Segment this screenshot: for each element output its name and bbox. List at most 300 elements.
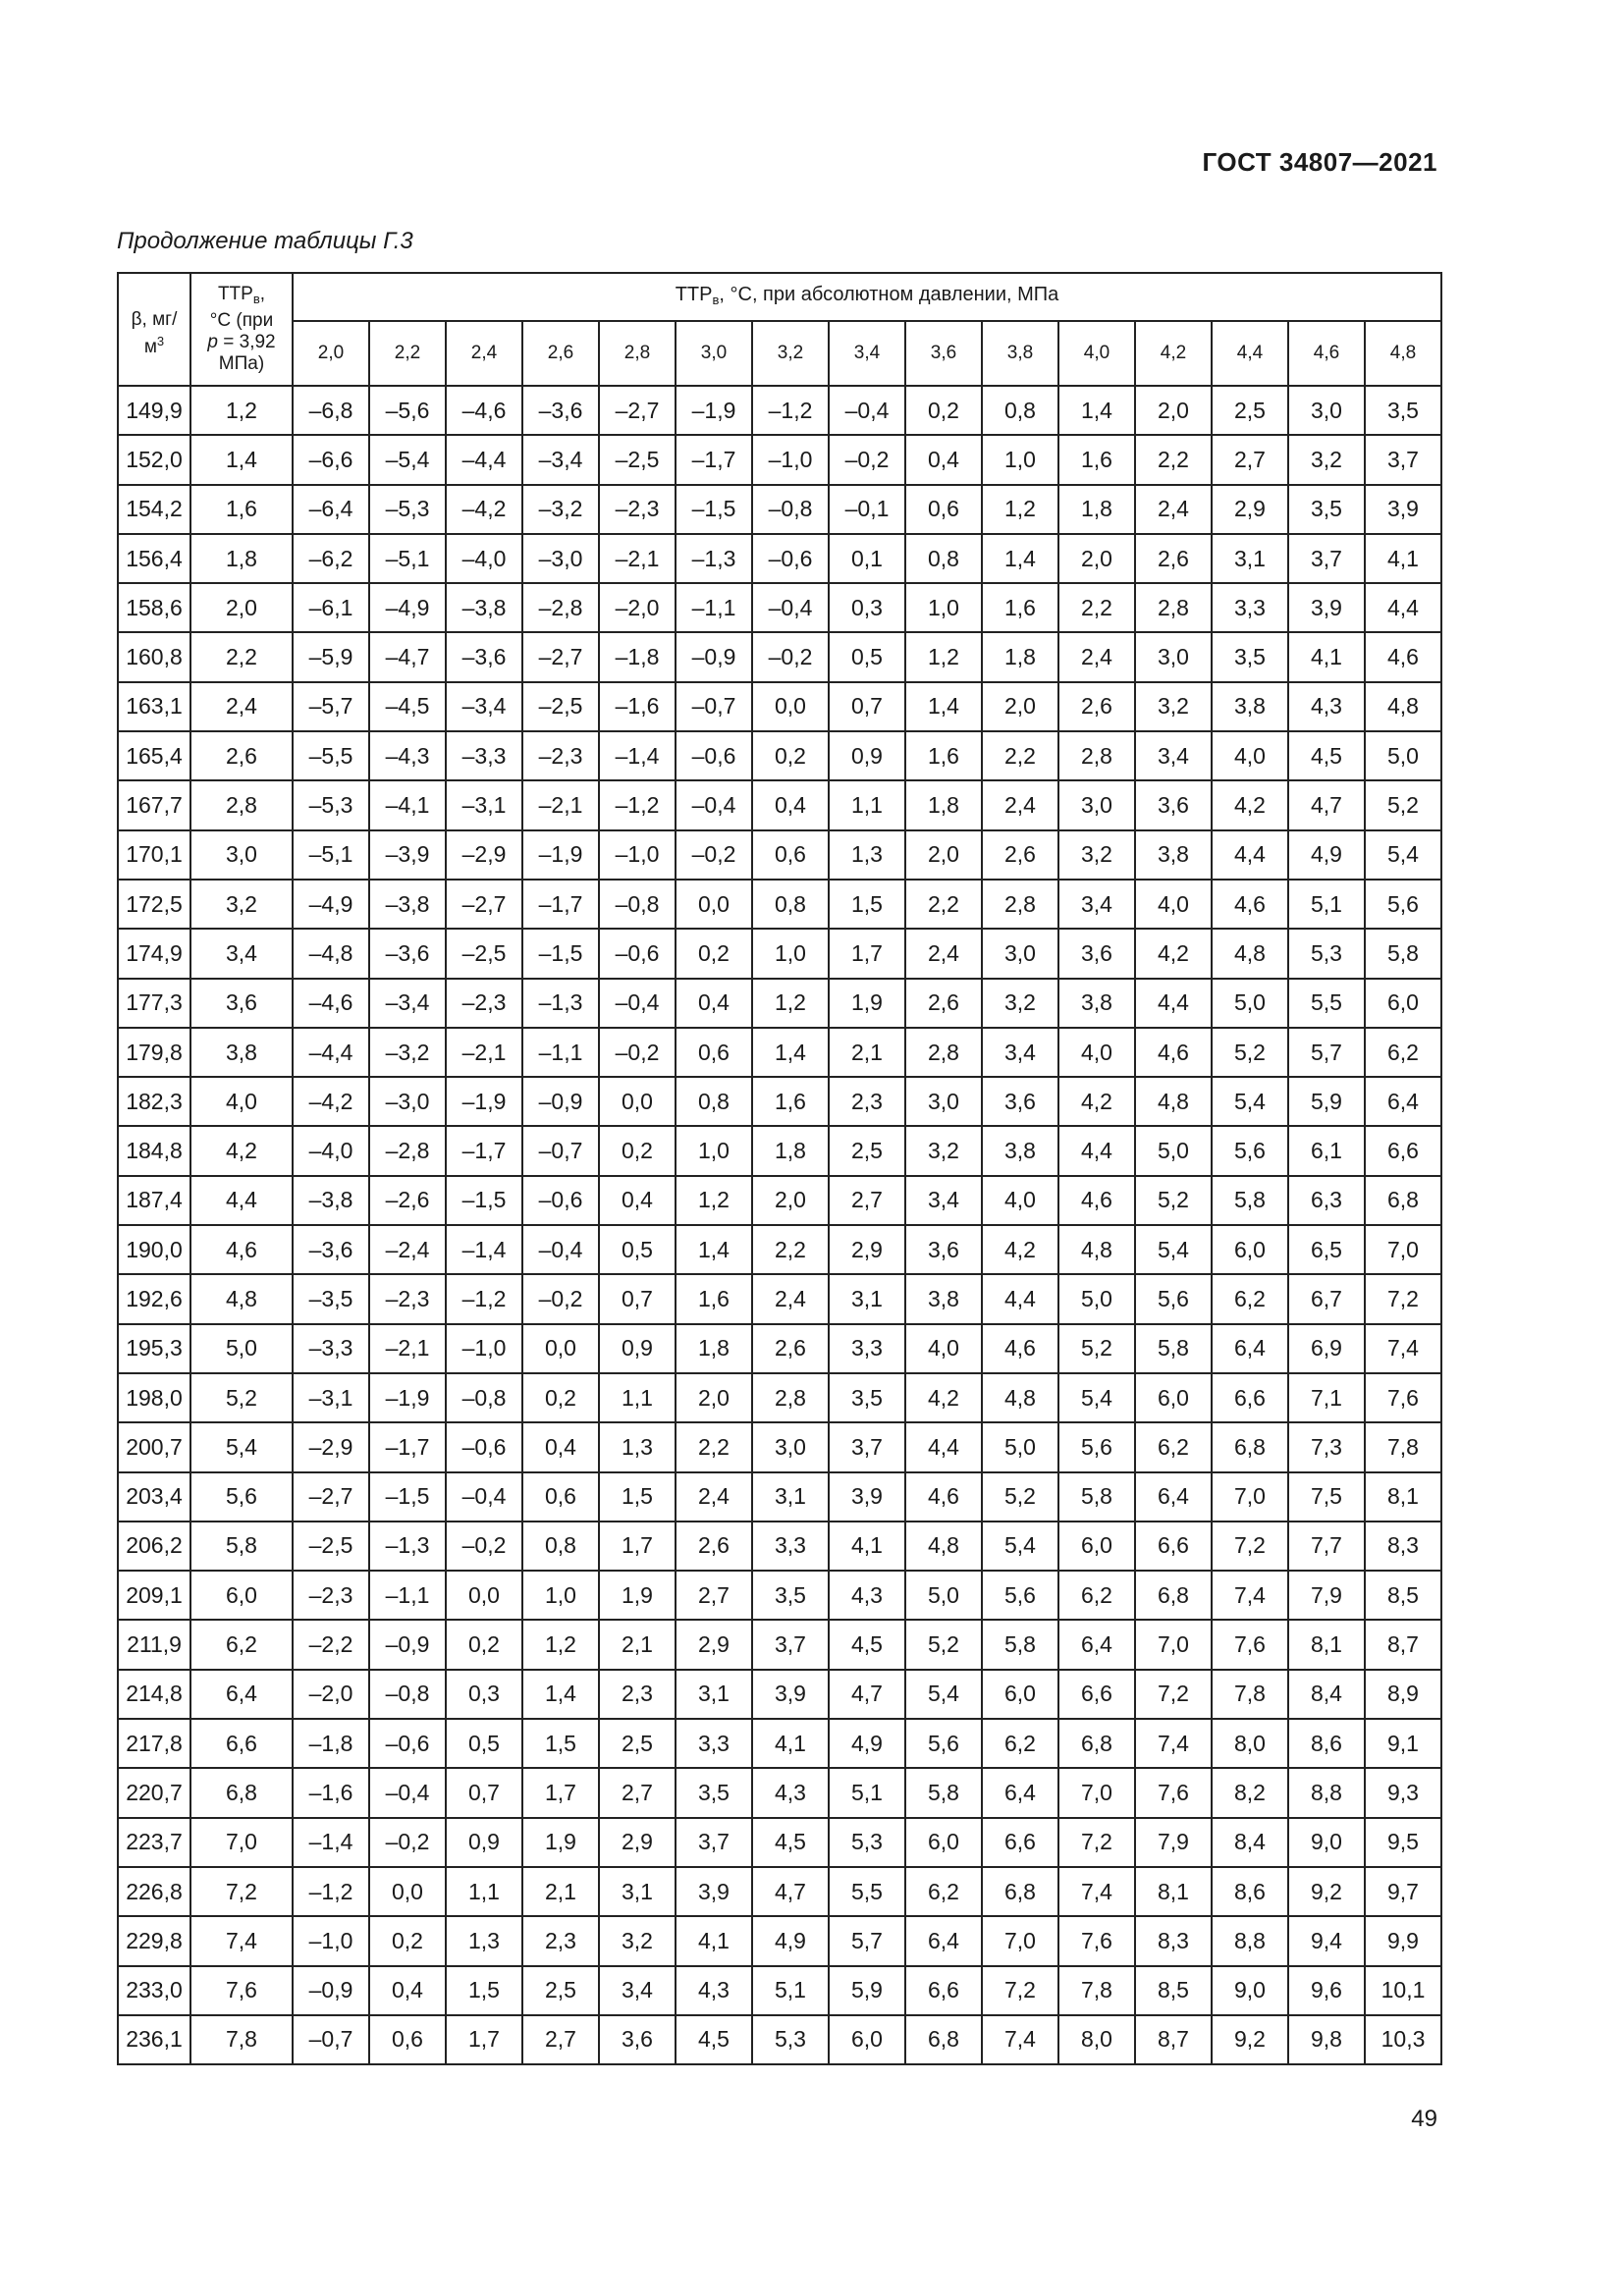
header-pressure: 2,6	[522, 321, 599, 386]
table-cell: 3,6	[1135, 780, 1212, 829]
table-cell: –0,7	[676, 682, 752, 731]
table-cell: –3,4	[446, 682, 522, 731]
header-ttr-392-l4: МПа)	[218, 353, 265, 374]
table-cell: –2,5	[293, 1522, 369, 1571]
table-cell: 7,1	[1288, 1373, 1365, 1422]
table-cell: –3,0	[369, 1077, 446, 1126]
table-cell: 1,9	[599, 1571, 676, 1620]
table-cell: 2,4	[1135, 485, 1212, 534]
cell-beta: 152,0	[118, 435, 190, 484]
table-cell: 7,4	[1135, 1719, 1212, 1768]
table-cell: –3,8	[369, 880, 446, 929]
table-cell: 4,6	[1135, 1028, 1212, 1077]
table-cell: –4,4	[293, 1028, 369, 1077]
table-cell: –1,4	[446, 1225, 522, 1274]
table-cell: –0,4	[369, 1768, 446, 1817]
table-cell: –0,4	[599, 979, 676, 1028]
table-cell: –4,6	[446, 386, 522, 435]
table-cell: 3,9	[829, 1472, 905, 1522]
table-cell: 0,9	[599, 1324, 676, 1373]
table-cell: 5,3	[752, 2015, 829, 2064]
cell-ttr-392: 4,4	[190, 1176, 293, 1225]
table-row	[118, 1422, 1441, 1471]
table-cell: –0,4	[522, 1225, 599, 1274]
table-cell: –0,7	[293, 2015, 369, 2064]
table-cell: –2,7	[293, 1472, 369, 1522]
table-header	[118, 273, 1441, 386]
table-cell: 3,2	[982, 979, 1058, 1028]
table-cell: 3,8	[1135, 830, 1212, 880]
table-cell: 3,0	[1135, 632, 1212, 681]
table-cell: –2,7	[446, 880, 522, 929]
table-cell: 0,4	[522, 1422, 599, 1471]
table-cell: 0,6	[752, 830, 829, 880]
table-cell: –6,6	[293, 435, 369, 484]
table-cell: 6,6	[1058, 1670, 1135, 1719]
table-cell: 5,8	[1135, 1324, 1212, 1373]
table-cell: 2,6	[1135, 534, 1212, 583]
table-cell: 9,2	[1212, 2015, 1288, 2064]
table-cell: 2,0	[1135, 386, 1212, 435]
table-row	[118, 1916, 1441, 1965]
table-cell: 7,0	[1058, 1768, 1135, 1817]
table-cell: –3,5	[293, 1274, 369, 1323]
table-cell: 2,0	[982, 682, 1058, 731]
table-cell: 6,6	[1135, 1522, 1212, 1571]
header-ttr-392-p: p	[207, 332, 218, 352]
table-cell: 10,3	[1365, 2015, 1441, 2064]
cell-beta: 195,3	[118, 1324, 190, 1373]
table-cell: –5,5	[293, 731, 369, 780]
cell-ttr-392: 6,4	[190, 1670, 293, 1719]
table-cell: 5,8	[982, 1620, 1058, 1669]
table-cell: –3,1	[293, 1373, 369, 1422]
cell-beta: 163,1	[118, 682, 190, 731]
table-row	[118, 1077, 1441, 1126]
table-cell: 8,1	[1135, 1867, 1212, 1916]
table-cell: 5,6	[982, 1571, 1058, 1620]
table-cell: 0,6	[369, 2015, 446, 2064]
table-cell: 9,7	[1365, 1867, 1441, 1916]
table-cell: –2,9	[293, 1422, 369, 1471]
table-cell: –4,2	[446, 485, 522, 534]
table-cell: 7,9	[1135, 1818, 1212, 1867]
table-cell: 0,2	[522, 1373, 599, 1422]
table-cell: 1,4	[752, 1028, 829, 1077]
table-cell: 6,2	[982, 1719, 1058, 1768]
header-row-main	[118, 273, 1441, 321]
cell-ttr-392: 2,8	[190, 780, 293, 829]
header-pressure: 4,6	[1288, 321, 1365, 386]
header-beta-sup: 3	[156, 334, 165, 348]
table-cell: –2,1	[599, 534, 676, 583]
table-cell: 8,8	[1288, 1768, 1365, 1817]
table-cell: 7,2	[1212, 1522, 1288, 1571]
table-cell: 2,9	[829, 1225, 905, 1274]
header-beta	[118, 273, 190, 386]
table-cell: –1,2	[446, 1274, 522, 1323]
table-cell: 2,5	[829, 1126, 905, 1175]
table-cell: –1,9	[446, 1077, 522, 1126]
table-cell: –1,2	[599, 780, 676, 829]
cell-beta: 214,8	[118, 1670, 190, 1719]
document-code: ГОСТ 34807—2021	[1202, 147, 1437, 177]
cell-beta: 236,1	[118, 2015, 190, 2064]
table-container	[117, 272, 1441, 2065]
table-cell: –4,1	[369, 780, 446, 829]
table-cell: 0,2	[905, 386, 982, 435]
table-row	[118, 1719, 1441, 1768]
table-cell: –3,2	[522, 485, 599, 534]
table-cell: –2,1	[522, 780, 599, 829]
table-cell: 3,7	[1365, 435, 1441, 484]
table-cell: 2,7	[1212, 435, 1288, 484]
table-cell: 4,0	[1058, 1028, 1135, 1077]
cell-beta: 154,2	[118, 485, 190, 534]
table-cell: 0,9	[446, 1818, 522, 1867]
table-cell: 1,2	[752, 979, 829, 1028]
table-row	[118, 1867, 1441, 1916]
table-cell: –3,9	[369, 830, 446, 880]
table-cell: 6,4	[1212, 1324, 1288, 1373]
table-cell: 6,9	[1288, 1324, 1365, 1373]
table-cell: –2,7	[522, 632, 599, 681]
table-cell: –0,4	[752, 583, 829, 632]
table-cell: 3,8	[982, 1126, 1058, 1175]
table-cell: 3,2	[1135, 682, 1212, 731]
table-cell: 3,1	[599, 1867, 676, 1916]
table-cell: 0,8	[905, 534, 982, 583]
table-cell: –2,8	[369, 1126, 446, 1175]
table-cell: 1,3	[829, 830, 905, 880]
cell-beta: 206,2	[118, 1522, 190, 1571]
table-cell: 10,1	[1365, 1966, 1441, 2015]
table-cell: 0,7	[446, 1768, 522, 1817]
table-cell: –0,2	[369, 1818, 446, 1867]
table-cell: –4,4	[446, 435, 522, 484]
table-cell: 2,7	[829, 1176, 905, 1225]
table-cell: 0,4	[905, 435, 982, 484]
table-row	[118, 880, 1441, 929]
table-cell: 8,3	[1135, 1916, 1212, 1965]
table-cell: 4,3	[676, 1966, 752, 2015]
table-cell: 5,4	[1212, 1077, 1288, 1126]
table-cell: 4,1	[829, 1522, 905, 1571]
table-cell: 0,2	[369, 1916, 446, 1965]
table-cell: –1,3	[676, 534, 752, 583]
table-cell: –1,1	[522, 1028, 599, 1077]
cell-ttr-392: 5,0	[190, 1324, 293, 1373]
table-cell: 1,0	[522, 1571, 599, 1620]
table-cell: 4,9	[829, 1719, 905, 1768]
table-cell: –2,9	[446, 830, 522, 880]
cell-ttr-392: 1,2	[190, 386, 293, 435]
cell-ttr-392: 3,6	[190, 979, 293, 1028]
table-cell: 7,4	[1212, 1571, 1288, 1620]
table-cell: –2,0	[293, 1670, 369, 1719]
table-cell: 6,4	[1365, 1077, 1441, 1126]
table-cell: 7,0	[1212, 1472, 1288, 1522]
table-cell: 2,6	[1058, 682, 1135, 731]
header-ttr-392-l1-end: ,	[259, 284, 266, 304]
table-cell: 6,0	[982, 1670, 1058, 1719]
table-cell: –1,7	[676, 435, 752, 484]
cell-ttr-392: 6,0	[190, 1571, 293, 1620]
table-cell: 2,4	[752, 1274, 829, 1323]
cell-beta: 179,8	[118, 1028, 190, 1077]
table-cell: 5,6	[905, 1719, 982, 1768]
table-cell: 1,0	[905, 583, 982, 632]
cell-beta: 172,5	[118, 880, 190, 929]
table-cell: 1,9	[522, 1818, 599, 1867]
table-cell: 6,6	[905, 1966, 982, 2015]
table-cell: 5,4	[1058, 1373, 1135, 1422]
table-cell: 8,1	[1365, 1472, 1441, 1522]
table-cell: 9,1	[1365, 1719, 1441, 1768]
table-cell: 8,1	[1288, 1620, 1365, 1669]
table-cell: 1,1	[829, 780, 905, 829]
table-cell: 6,0	[1058, 1522, 1135, 1571]
table-cell: 5,3	[1288, 929, 1365, 978]
cell-ttr-392: 7,8	[190, 2015, 293, 2064]
table-cell: 0,7	[829, 682, 905, 731]
table-cell: 1,1	[446, 1867, 522, 1916]
table-cell: 0,0	[752, 682, 829, 731]
table-cell: 0,4	[752, 780, 829, 829]
table-cell: 1,7	[446, 2015, 522, 2064]
table-caption: Продолжение таблицы Г.3	[117, 228, 413, 254]
table-cell: 8,7	[1135, 2015, 1212, 2064]
table-cell: 2,7	[522, 2015, 599, 2064]
cell-ttr-392: 7,4	[190, 1916, 293, 1965]
cell-ttr-392: 4,2	[190, 1126, 293, 1175]
cell-ttr-392: 4,6	[190, 1225, 293, 1274]
table-cell: 6,5	[1288, 1225, 1365, 1274]
table-cell: 6,8	[982, 1867, 1058, 1916]
table-row	[118, 1522, 1441, 1571]
table-cell: 6,3	[1288, 1176, 1365, 1225]
table-cell: 7,6	[1135, 1768, 1212, 1817]
header-beta-unit: м	[143, 337, 157, 357]
table-cell: 1,1	[599, 1373, 676, 1422]
table-cell: 7,5	[1288, 1472, 1365, 1522]
table-cell: 6,4	[982, 1768, 1058, 1817]
table-cell: 4,0	[982, 1176, 1058, 1225]
table-cell: 5,6	[1212, 1126, 1288, 1175]
table-cell: 3,2	[1288, 435, 1365, 484]
table-cell: 4,3	[829, 1571, 905, 1620]
cell-ttr-392: 3,8	[190, 1028, 293, 1077]
table-cell: 4,6	[1212, 880, 1288, 929]
table-cell: 3,1	[676, 1670, 752, 1719]
table-cell: 5,2	[1135, 1176, 1212, 1225]
table-cell: 4,4	[905, 1422, 982, 1471]
table-cell: 0,0	[676, 880, 752, 929]
table-cell: 0,2	[752, 731, 829, 780]
table-cell: –1,4	[293, 1818, 369, 1867]
table-cell: 4,8	[1365, 682, 1441, 731]
table-cell: 6,4	[1135, 1472, 1212, 1522]
table-cell: –2,5	[599, 435, 676, 484]
header-ttr-392	[190, 273, 293, 386]
table-row	[118, 979, 1441, 1028]
table-cell: 3,2	[1058, 830, 1135, 880]
cell-ttr-392: 3,2	[190, 880, 293, 929]
table-cell: 2,6	[982, 830, 1058, 880]
table-cell: 2,8	[1135, 583, 1212, 632]
table-cell: 5,2	[1058, 1324, 1135, 1373]
table-cell: 5,2	[1212, 1028, 1288, 1077]
cell-beta: 170,1	[118, 830, 190, 880]
table-cell: 3,5	[1365, 386, 1441, 435]
table-cell: 1,2	[905, 632, 982, 681]
table-cell: 5,4	[905, 1670, 982, 1719]
table-cell: 1,8	[1058, 485, 1135, 534]
table-cell: 8,4	[1212, 1818, 1288, 1867]
table-cell: 8,6	[1288, 1719, 1365, 1768]
table-row	[118, 1176, 1441, 1225]
table-cell: 5,2	[1365, 780, 1441, 829]
table-row	[118, 534, 1441, 583]
table-cell: 1,6	[676, 1274, 752, 1323]
table-cell: 0,5	[829, 632, 905, 681]
table-cell: 6,6	[1365, 1126, 1441, 1175]
table-cell: 2,0	[1058, 534, 1135, 583]
table-cell: 3,1	[752, 1472, 829, 1522]
table-cell: 0,8	[752, 880, 829, 929]
header-pressure: 3,6	[905, 321, 982, 386]
table-cell: 1,3	[599, 1422, 676, 1471]
table-cell: –3,6	[522, 386, 599, 435]
table-cell: 6,8	[1365, 1176, 1441, 1225]
table-cell: 5,5	[1288, 979, 1365, 1028]
table-cell: 0,8	[522, 1522, 599, 1571]
table-cell: –0,6	[599, 929, 676, 978]
table-cell: 0,5	[599, 1225, 676, 1274]
table-cell: 1,6	[905, 731, 982, 780]
header-pressure: 3,0	[676, 321, 752, 386]
cell-ttr-392: 7,6	[190, 1966, 293, 2015]
cell-ttr-392: 3,4	[190, 929, 293, 978]
cell-ttr-392: 7,2	[190, 1867, 293, 1916]
table-cell: –0,2	[522, 1274, 599, 1323]
table-row	[118, 1620, 1441, 1669]
table-cell: –3,3	[293, 1324, 369, 1373]
cell-beta: 229,8	[118, 1916, 190, 1965]
table-cell: 2,4	[1058, 632, 1135, 681]
table-cell: 4,4	[1058, 1126, 1135, 1175]
table-cell: 7,2	[982, 1966, 1058, 2015]
table-cell: 1,4	[982, 534, 1058, 583]
table-row	[118, 1274, 1441, 1323]
table-cell: 1,9	[829, 979, 905, 1028]
cell-beta: 192,6	[118, 1274, 190, 1323]
cell-ttr-392: 1,4	[190, 435, 293, 484]
table-cell: 4,8	[1212, 929, 1288, 978]
table-cell: 2,3	[599, 1670, 676, 1719]
cell-beta: 226,8	[118, 1867, 190, 1916]
table-cell: 0,6	[522, 1472, 599, 1522]
table-cell: 5,0	[1135, 1126, 1212, 1175]
table-cell: 2,2	[752, 1225, 829, 1274]
table-cell: –5,1	[293, 830, 369, 880]
table-cell: 6,7	[1288, 1274, 1365, 1323]
table-cell: –1,5	[369, 1472, 446, 1522]
cell-beta: 200,7	[118, 1422, 190, 1471]
table-cell: 9,0	[1212, 1966, 1288, 2015]
table-cell: 1,0	[982, 435, 1058, 484]
table-cell: 0,4	[676, 979, 752, 1028]
table-cell: –3,0	[522, 534, 599, 583]
table-cell: 2,6	[676, 1522, 752, 1571]
table-cell: –0,2	[676, 830, 752, 880]
table-cell: 2,1	[599, 1620, 676, 1669]
table-cell: 3,6	[599, 2015, 676, 2064]
table-cell: 5,8	[1058, 1472, 1135, 1522]
table-cell: 5,7	[829, 1916, 905, 1965]
table-cell: –0,6	[752, 534, 829, 583]
cell-ttr-392: 1,8	[190, 534, 293, 583]
table-cell: 6,8	[1058, 1719, 1135, 1768]
table-cell: –0,2	[829, 435, 905, 484]
table-cell: –1,9	[369, 1373, 446, 1422]
cell-ttr-392: 5,4	[190, 1422, 293, 1471]
header-pressure: 3,8	[982, 321, 1058, 386]
cell-beta: 233,0	[118, 1966, 190, 2015]
table-cell: –2,3	[599, 485, 676, 534]
table-cell: 4,8	[1058, 1225, 1135, 1274]
table-cell: 7,4	[1058, 1867, 1135, 1916]
table-cell: 3,1	[829, 1274, 905, 1323]
table-row	[118, 1472, 1441, 1522]
table-cell: 6,0	[1135, 1373, 1212, 1422]
table-cell: 1,2	[676, 1176, 752, 1225]
cell-beta: 184,8	[118, 1126, 190, 1175]
table-cell: 2,2	[905, 880, 982, 929]
table-cell: –0,6	[522, 1176, 599, 1225]
table-cell: 8,8	[1212, 1916, 1288, 1965]
table-row	[118, 1126, 1441, 1175]
table-cell: 0,0	[446, 1571, 522, 1620]
table-cell: 2,0	[752, 1176, 829, 1225]
table-cell: 1,7	[522, 1768, 599, 1817]
cell-beta: 187,4	[118, 1176, 190, 1225]
cell-beta: 158,6	[118, 583, 190, 632]
table-cell: 6,0	[1365, 979, 1441, 1028]
table-cell: 2,3	[522, 1916, 599, 1965]
table-cell: 5,7	[1288, 1028, 1365, 1077]
table-cell: 0,0	[522, 1324, 599, 1373]
table-cell: –6,2	[293, 534, 369, 583]
table-cell: 4,8	[905, 1522, 982, 1571]
table-cell: –5,4	[369, 435, 446, 484]
table-cell: 9,4	[1288, 1916, 1365, 1965]
table-cell: –5,6	[369, 386, 446, 435]
table-row	[118, 1670, 1441, 1719]
cell-ttr-392: 6,6	[190, 1719, 293, 1768]
table-cell: 4,6	[982, 1324, 1058, 1373]
table-cell: –4,5	[369, 682, 446, 731]
table-cell: 1,2	[522, 1620, 599, 1669]
table-cell: 1,7	[829, 929, 905, 978]
table-cell: –4,3	[369, 731, 446, 780]
table-cell: 6,2	[905, 1867, 982, 1916]
cell-beta: 149,9	[118, 386, 190, 435]
table-cell: –3,3	[446, 731, 522, 780]
table-cell: 4,2	[1135, 929, 1212, 978]
header-ttr-392-l2: °С (при	[209, 310, 274, 331]
table-body	[118, 386, 1441, 2064]
